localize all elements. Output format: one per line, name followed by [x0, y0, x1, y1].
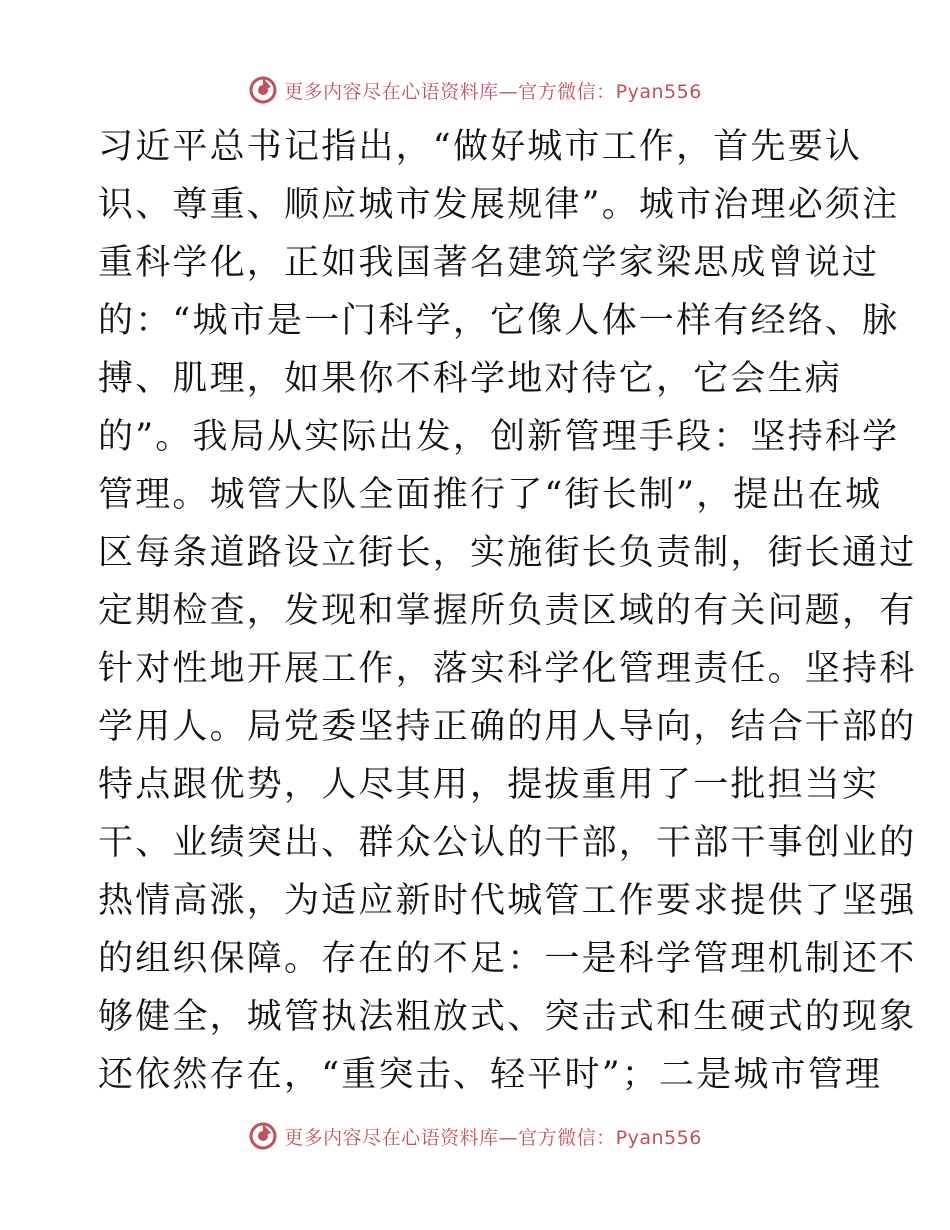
text-line: 的”。我局从实际出发，创新管理手段：坚持科学: [98, 417, 900, 457]
document-body: [98, 118, 917, 1104]
text-line: 识、尊重、顺应城市发展规律”。城市治理必须注: [98, 185, 900, 225]
text-line: 干、业绩突出、群众公认的干部，干部干事创业的: [98, 823, 917, 863]
watermark-text: 更多内容尽在心语资料库—官方微信：Pyan556: [284, 80, 702, 103]
text-line: 管理。城管大队全面推行了“街长制”，提出在城: [98, 475, 883, 515]
text-line: 针对性地开展工作，落实科学化管理责任。坚持科: [98, 649, 917, 689]
text-line: 的：“城市是一门科学，它像人体一样有经络、脉: [98, 301, 900, 341]
text-line: 够健全，城管执法粗放式、突击式和生硬式的现象: [98, 997, 917, 1037]
text-line: 特点跟优势，人尽其用，提拔重用了一批担当实: [98, 765, 880, 805]
footer-watermark: [0, 1118, 950, 1154]
text-line: 还依然存在，“重突击、轻平时”；二是城市管理: [98, 1055, 883, 1095]
text-line: 定期检查，发现和掌握所负责区域的有关问题，有: [98, 591, 917, 631]
header-watermark: [0, 72, 950, 108]
text-line: 的组织保障。存在的不足：一是科学管理机制还不: [98, 939, 917, 979]
text-line: 习近平总书记指出，“做好城市工作，首先要认: [98, 127, 863, 167]
text-line: 搏、肌理，如果你不科学地对待它，它会生病: [98, 359, 843, 399]
text-line: 学用人。局党委坚持正确的用人导向，结合干部的: [98, 707, 917, 747]
brand-logo-icon: [248, 75, 278, 105]
brand-logo-icon: [248, 1121, 278, 1151]
text-line: 区每条道路设立街长，实施街长负责制，街长通过: [98, 533, 917, 573]
watermark-text: 更多内容尽在心语资料库—官方微信：Pyan556: [284, 1126, 702, 1149]
text-line: 热情高涨，为适应新时代城管工作要求提供了坚强: [98, 881, 917, 921]
text-line: 重科学化，正如我国著名建筑学家梁思成曾说过: [98, 243, 880, 283]
